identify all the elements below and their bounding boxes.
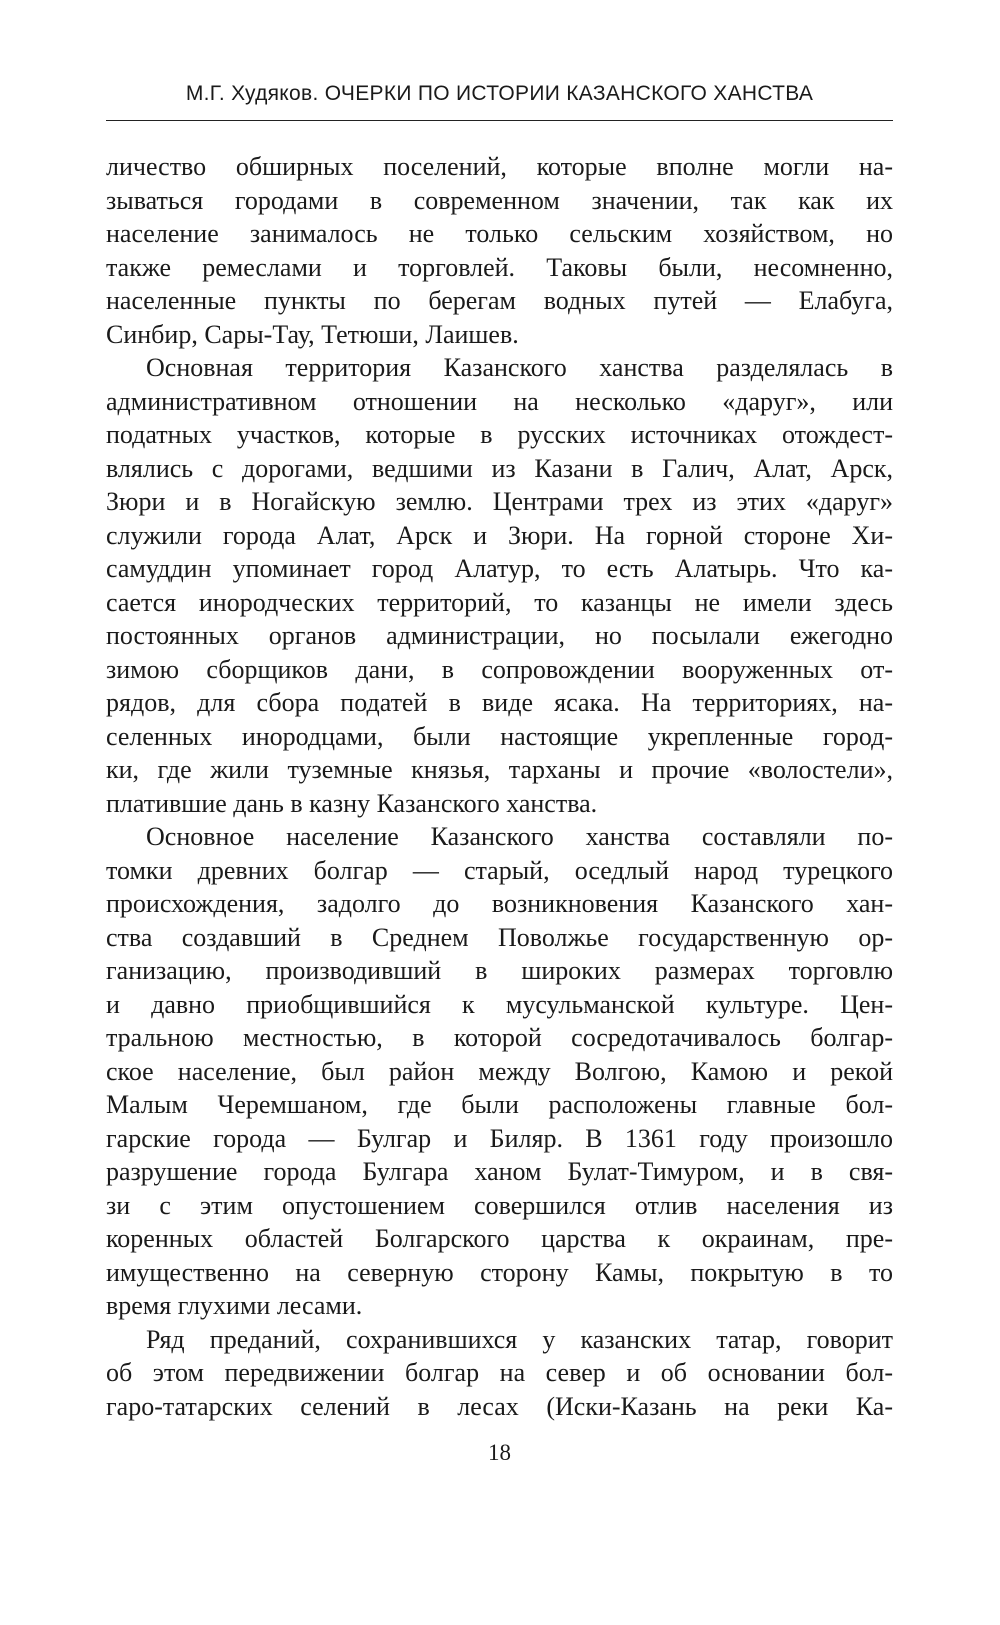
text-line: зимою сборщиков дани, в сопровождении вооруженных от- [106, 654, 893, 684]
text-line: податных участков, которые в русских источниках отождест- [106, 420, 893, 449]
text-line: томки древних болгар — старый, оседлый народ турецкого [106, 855, 893, 885]
text-line: самуддин упоминает город Алатур, то есть Алатырь. Что ка- [106, 554, 893, 583]
text-line: об этом передвижении болгар на север и об основании бол- [106, 1358, 893, 1387]
text-line: время глухими лесами. [106, 1291, 363, 1320]
text-line: зываться городами в современном значении, так как их [106, 185, 893, 215]
text-line: населенные пункты по берегам водных путей — Елабуга, [106, 286, 893, 315]
page-number: 18 [488, 1440, 511, 1465]
text-line: ганизацию, производивший в широких размерах торговлю [106, 956, 893, 985]
text-line: имущественно на северную сторону Камы, покрытую в то [106, 1257, 893, 1287]
text-line: коренных областей Болгарского царства к окраинам, пре- [106, 1224, 893, 1253]
text-line: постоянных органов администрации, но посылали ежегодно [106, 621, 893, 650]
text-line: ское население, был район между Волгою, Камою и рекой [106, 1056, 893, 1086]
text-line: сается инородческих территорий, то казанцы не имели здесь [106, 587, 893, 617]
body-text [106, 150, 893, 1423]
text-line: тральною местностью, в которой сосредотачивалось болгар- [106, 1023, 893, 1052]
paragraph-first-line: Основное население Казанского ханства составляли по- [146, 822, 893, 851]
text-line: ки, где жили туземные князья, тарханы и прочие «волостели», [106, 755, 893, 784]
text-line: административном отношении на несколько «даруг», или [106, 386, 893, 416]
text-line: население занималось не только сельским хозяйством, но [106, 219, 893, 248]
text-line: платившие дань в казну Казанского ханства. [106, 788, 598, 818]
running-header: М.Г. Худяков. ОЧЕРКИ ПО ИСТОРИИ КАЗАНСКОГО ХАНСТВА [185, 82, 814, 105]
text-line: происхождения, задолго до возникновения Казанского хан- [106, 889, 893, 918]
text-line: Малым Черемшаном, где были расположены главные бол- [106, 1090, 893, 1119]
text-line: ства создавший в Среднем Поволжье государственную ор- [106, 922, 893, 952]
paragraph-first-line: Основная территория Казанского ханства разделялась в [146, 353, 893, 382]
text-line: Синбир, Сары-Тау, Тетюши, Лаишев. [106, 319, 519, 349]
text-line: гарские города — Булгар и Биляр. В 1361 году произошло [106, 1123, 893, 1153]
text-line: селенных инородцами, были настоящие укрепленные город- [106, 721, 893, 751]
text-line: Зюри и в Ногайскую землю. Центрами трех из этих «даруг» [106, 487, 893, 516]
header-rule [106, 120, 893, 121]
text-line: рядов, для сбора податей в виде ясака. На территориях, на- [106, 688, 893, 717]
paragraph-first-line: Ряд преданий, сохранившихся у казанских татар, говорит [146, 1324, 893, 1354]
text-line: влялись с дорогами, ведшими из Казани в Галич, Алат, Арск, [106, 453, 893, 483]
text-line: также ремеслами и торговлей. Таковы были, несомненно, [106, 252, 893, 282]
text-line: гаро-татарских селений в лесах (Иски-Казань на реки Ка- [106, 1391, 893, 1421]
text-line: разрушение города Булгара ханом Булат-Тимуром, и в свя- [106, 1157, 893, 1186]
text-line: служили города Алат, Арск и Зюри. На горной стороне Хи- [106, 520, 893, 550]
text-line: личество обширных поселений, которые вполне могли на- [106, 152, 893, 181]
text-line: зи с этим опустошением совершился отлив населения из [106, 1190, 893, 1220]
text-line: и давно приобщившийся к мусульманской культуре. Цен- [106, 989, 893, 1019]
